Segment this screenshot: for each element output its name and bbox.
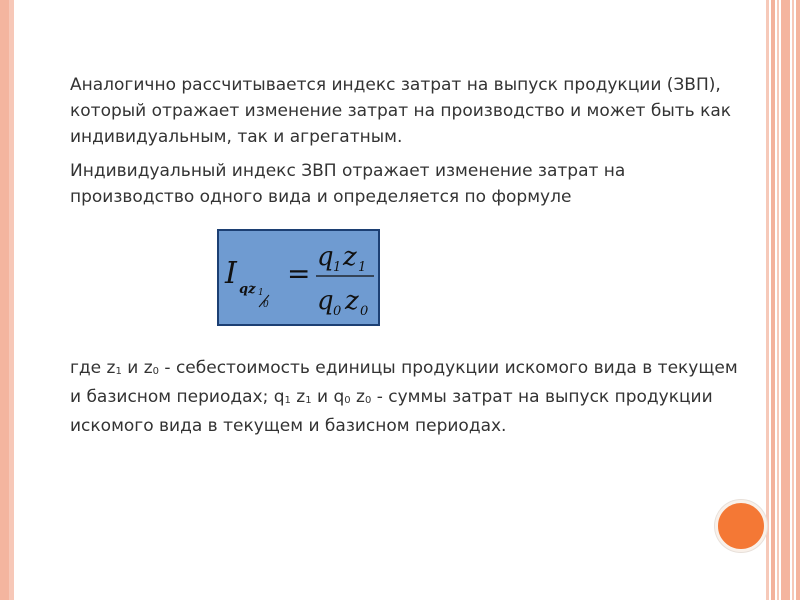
p3-z1-sub: 1 [115, 366, 122, 377]
paragraph-1: Аналогично рассчитывается индекс затрат на выпуск продукции (ЗВП), который отражает изменение затрат на производство и может быть как индивидуальным, так и агрегатным. [70, 75, 732, 147]
p3-q0-sub: 0 [344, 395, 351, 406]
formula-equals: = [287, 257, 311, 290]
p3-z0b-sub: 0 [364, 395, 372, 406]
denominator-z: z [345, 286, 359, 316]
intro-text [70, 72, 740, 218]
stripe [777, 0, 779, 600]
p3-z0-sub: 0 [152, 366, 160, 377]
stripe [771, 0, 775, 600]
numerator-z-sub: 1 [358, 260, 367, 275]
p3-part5: и q [311, 387, 345, 407]
formula-sub-den: 0 [263, 300, 269, 310]
formula [219, 231, 378, 324]
formula-I: I [225, 256, 237, 291]
right-stripes [766, 0, 800, 600]
p3-part1: где z [70, 358, 116, 378]
paragraph-2: Индивидуальный индекс ЗВП отражает изменение затрат на производство одного вида и определяется по формуле [70, 161, 626, 207]
paragraph-3 [70, 355, 740, 439]
stripe [796, 0, 800, 600]
stripe [766, 0, 769, 600]
denominator-q: q [317, 286, 334, 316]
explanation-text [70, 355, 740, 447]
decorative-circle [715, 500, 767, 552]
numerator-q-sub: 1 [333, 260, 342, 275]
denominator-z-sub: 0 [360, 304, 369, 319]
p3-part7: - суммы затрат на выпуск продукции искомого вида в текущем и базисном периодах. [70, 387, 713, 436]
stripe [781, 0, 790, 600]
formula-sub-num: 1 [258, 288, 264, 298]
formula-box [217, 229, 380, 326]
denominator-q-sub: 0 [333, 304, 342, 319]
p3-part3: - себестоимость единицы продукции искомого вида в текущем и базисном периодах; q [70, 358, 738, 407]
stripe [792, 0, 794, 600]
left-frame [0, 0, 14, 600]
numerator-z: z [343, 242, 357, 272]
left-frame-inner [0, 0, 9, 600]
p3-q1-sub: 1 [284, 395, 291, 406]
p3-part2: и z [121, 358, 153, 378]
p3-z1b-sub: 1 [305, 395, 312, 406]
formula-subscript-qz: qz [239, 282, 256, 297]
p3-part4: z [290, 387, 306, 407]
numerator-q: q [317, 242, 334, 272]
p3-part6: z [350, 387, 365, 407]
